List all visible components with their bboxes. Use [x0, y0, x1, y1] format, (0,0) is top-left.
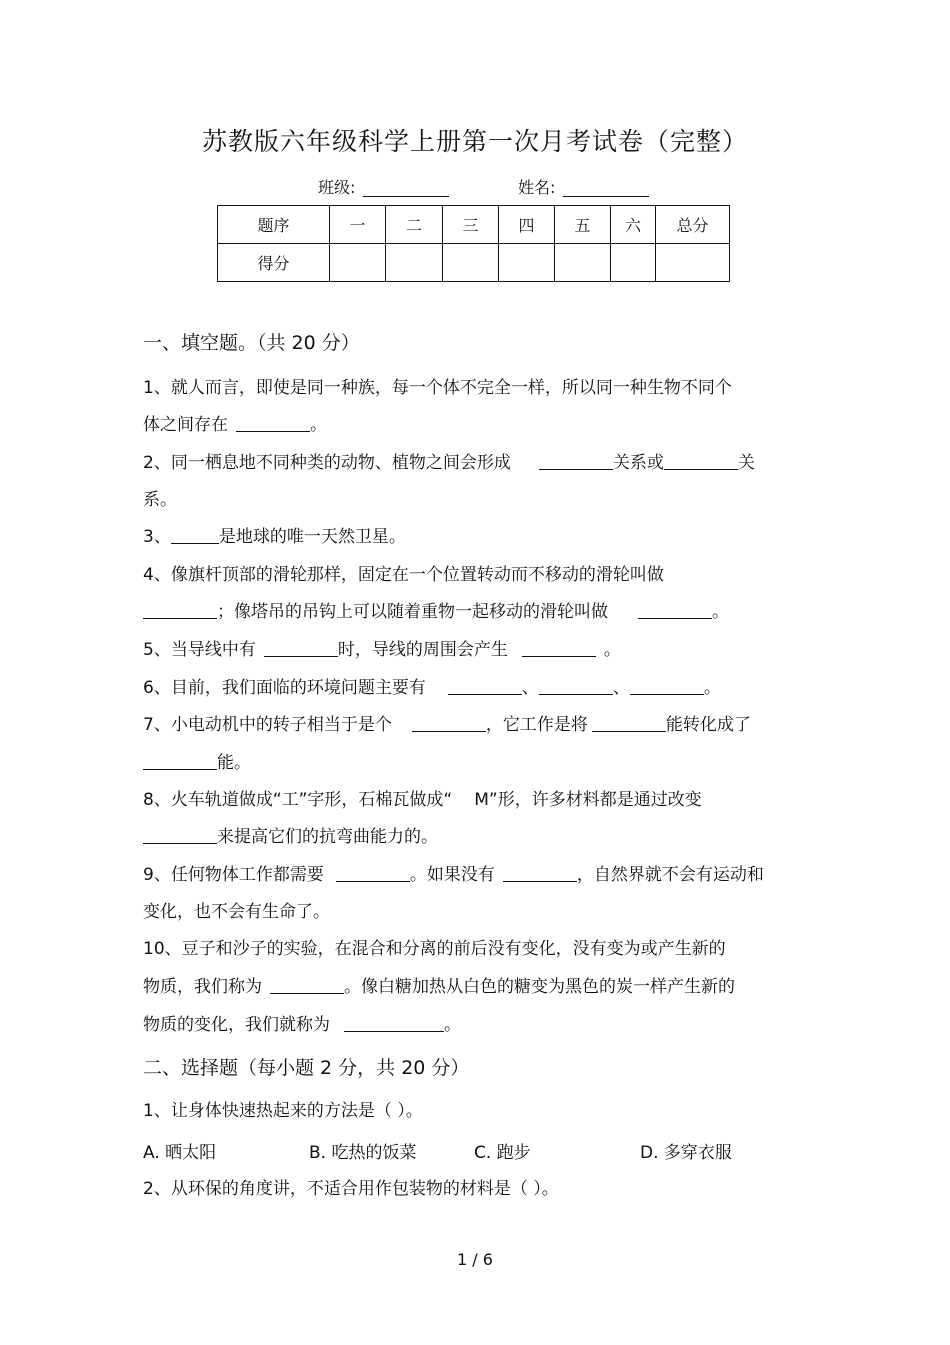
option-c[interactable]: C. 跑步 [474, 1143, 531, 1163]
q6-sep: 、 [612, 678, 630, 698]
name-field [518, 175, 649, 198]
option-d[interactable]: D. 多穿衣服 [640, 1143, 732, 1163]
name-label: 姓名: [518, 178, 556, 197]
class-blank[interactable] [363, 178, 449, 197]
q8-end: ”形，许多材料都是通过改变 [488, 790, 702, 810]
score-table-header-row [218, 206, 730, 244]
q6-line [143, 677, 721, 699]
answer-blank[interactable] [592, 714, 666, 732]
q2-line1 [143, 452, 755, 474]
s2-q2: 2、从环保的角度讲，不适合用作包装物的材料是（ ）。 [143, 1179, 559, 1199]
score-table [217, 205, 730, 282]
q4-mid: ；像塔吊的吊钩上可以随着重物一起移动的滑轮叫做 [217, 602, 608, 622]
q2-line2: 系。 [143, 490, 177, 510]
score-table-score-row [218, 244, 730, 282]
q5-mid: 时，导线的周围会产生 [337, 640, 508, 660]
score-input-cell[interactable] [656, 244, 730, 282]
score-cell: 四 [499, 206, 555, 244]
s2-q1: 1、让身体快速热起来的方法是（ ）。 [143, 1101, 423, 1121]
score-cell: 三 [443, 206, 499, 244]
q5-line [143, 639, 621, 661]
q1-end: 。 [310, 415, 327, 435]
q7-end: 能转化成了 [665, 715, 751, 735]
q9-mid: 。如果没有 [409, 865, 495, 885]
score-input-cell[interactable] [386, 244, 443, 282]
score-input-cell[interactable] [499, 244, 555, 282]
q1-text: 体之间存在 [143, 415, 228, 435]
class-label: 班级: [318, 178, 356, 197]
q7-line2 [143, 752, 251, 774]
class-field [318, 175, 449, 198]
q10-mid: 。像白糖加热从白色的糖变为黑色的炭一样产生新的 [344, 977, 735, 997]
score-cell: 题序 [218, 206, 330, 244]
option-a[interactable]: A. 晒太阳 [143, 1143, 217, 1163]
score-input-cell[interactable] [330, 244, 386, 282]
q8-line2 [143, 826, 438, 848]
answer-blank[interactable] [638, 601, 712, 619]
q7-line1 [143, 714, 751, 736]
q2-mid: 关系或 [612, 453, 664, 473]
q7b-end: 能。 [217, 753, 251, 773]
section2-heading: 二、选择题（每小题 2 分，共 20 分） [143, 1057, 470, 1079]
q4-line2 [143, 601, 729, 623]
q8b-end: 来提高它们的抗弯曲能力的。 [217, 827, 438, 847]
answer-blank[interactable] [664, 452, 738, 470]
answer-blank[interactable] [630, 677, 704, 695]
answer-blank[interactable] [539, 677, 613, 695]
q7-text: 7、小电动机中的转子相当于是个 [143, 715, 392, 735]
score-input-cell[interactable] [611, 244, 656, 282]
name-blank[interactable] [563, 178, 649, 197]
q8-m: M [474, 790, 489, 810]
score-cell: 总分 [656, 206, 730, 244]
q6-end: 。 [703, 678, 721, 698]
q10-text: 物质，我们称为 [143, 977, 262, 997]
q10-line3 [143, 1014, 461, 1036]
answer-blank[interactable] [344, 1014, 444, 1032]
q4-end: 。 [712, 602, 729, 622]
q5-text: 5、当导线中有 [143, 640, 256, 660]
answer-blank[interactable] [539, 452, 613, 470]
score-input-cell[interactable] [555, 244, 611, 282]
score-cell: 五 [555, 206, 611, 244]
score-cell: 一 [330, 206, 386, 244]
q2-text: 2、同一栖息地不同种类的动物、植物之间会形成 [143, 453, 511, 473]
q3-num: 3、 [143, 527, 171, 547]
q9-line1 [143, 864, 764, 886]
q7-mid: ，它工作是将 [485, 715, 588, 735]
page-title: 苏教版六年级科学上册第一次月考试卷（完整） [201, 127, 748, 156]
answer-blank[interactable] [236, 414, 310, 432]
score-input-cell[interactable] [443, 244, 499, 282]
q10-end: 。 [444, 1015, 461, 1035]
q10-line2 [143, 976, 735, 998]
q3-text: 是地球的唯一天然卫星。 [218, 527, 406, 547]
q3-line [143, 526, 406, 548]
q1-line1: 1、就人而言，即使是同一种族，每一个体不完全一样，所以同一种生物不同个 [143, 378, 732, 398]
q6-sep: 、 [521, 678, 539, 698]
option-b[interactable]: B. 吃热的饭菜 [309, 1143, 417, 1163]
answer-blank[interactable] [264, 639, 338, 657]
score-row-label: 得分 [218, 244, 330, 282]
q10-text2: 物质的变化，我们就称为 [143, 1015, 330, 1035]
q4-line1: 4、像旗杆顶部的滑轮那样，固定在一个位置转动而不移动的滑轮叫做 [143, 565, 664, 585]
answer-blank[interactable] [143, 826, 217, 844]
answer-blank[interactable] [503, 864, 577, 882]
answer-blank[interactable] [143, 601, 217, 619]
answer-blank[interactable] [171, 526, 219, 544]
q9-end: ，自然界就不会有运动和 [576, 865, 764, 885]
answer-blank[interactable] [143, 752, 217, 770]
q9-line2: 变化，也不会有生命了。 [143, 902, 330, 922]
page-number: 1 / 6 [457, 1250, 493, 1269]
q10-line1: 10、豆子和沙子的实验，在混合和分离的前后没有变化，没有变为或产生新的 [143, 939, 726, 959]
q2-end: 关 [737, 453, 755, 473]
answer-blank[interactable] [448, 677, 522, 695]
q9-text: 9、任何物体工作都需要 [143, 865, 324, 885]
score-cell: 六 [611, 206, 656, 244]
answer-blank[interactable] [270, 976, 344, 994]
score-cell: 二 [386, 206, 443, 244]
answer-blank[interactable] [412, 714, 486, 732]
answer-blank[interactable] [336, 864, 410, 882]
q8-line1 [143, 789, 702, 811]
answer-blank[interactable] [522, 639, 596, 657]
q8-text: 8、火车轨道做成“工”字形，石棉瓦做成“ [143, 790, 453, 810]
q5-end: 。 [603, 640, 621, 660]
q1-line2 [143, 414, 327, 436]
q6-text: 6、目前，我们面临的环境问题主要有 [143, 678, 426, 698]
section1-heading: 一、填空题。（共 20 分） [143, 332, 360, 354]
